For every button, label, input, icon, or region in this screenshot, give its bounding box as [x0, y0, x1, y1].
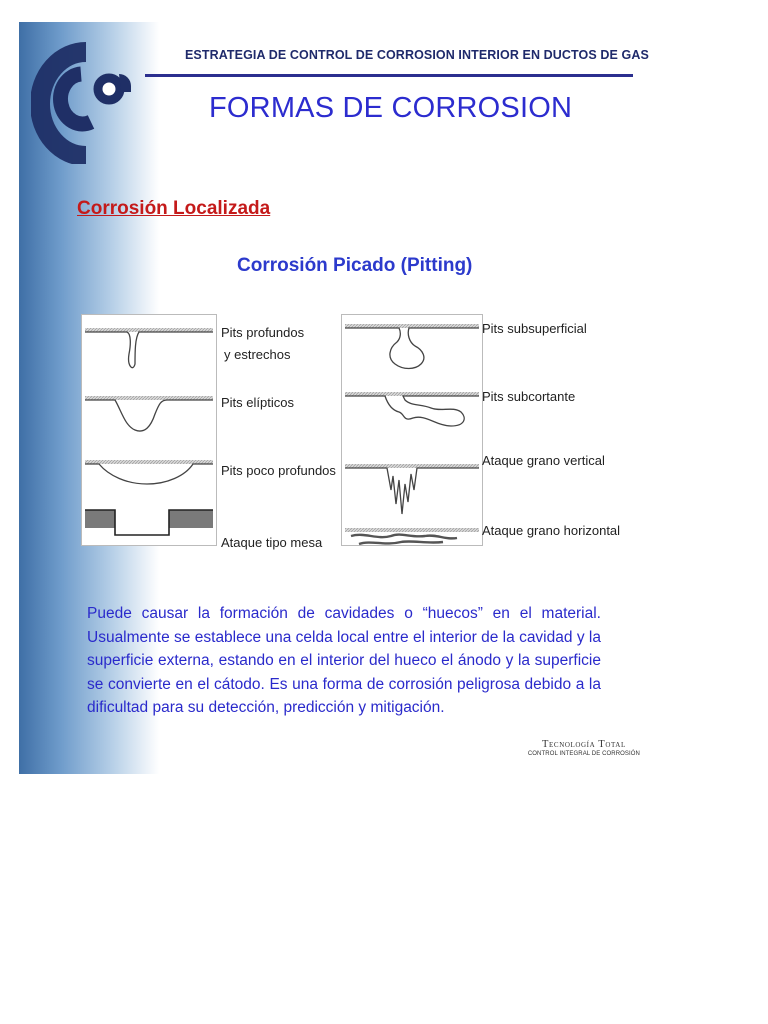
footer-brand-title: Tecnología Total: [542, 739, 626, 750]
label-ataque-grano-horizontal: Ataque grano horizontal: [482, 523, 621, 538]
footer-brand-subtitle: CONTROL INTEGRAL DE CORROSIÓN: [527, 751, 640, 757]
label-pits-subcortante: Pits subcortante: [482, 389, 576, 404]
pit-types-figure-right: [341, 314, 483, 546]
page-title: FORMAS DE CORROSION: [209, 92, 573, 124]
slide: [19, 22, 656, 774]
label-pits-elipticos: Pits elípticos: [221, 395, 294, 410]
header-title: ESTRATEGIA DE CONTROL DE CORROSION INTERIOR EN DUCTOS DE GAS: [185, 48, 649, 62]
label-ataque-tipo-mesa: Ataque tipo mesa: [221, 535, 323, 550]
header-divider: [145, 74, 633, 77]
label-y-estrechos: y estrechos: [224, 347, 291, 362]
body-paragraph: Puede causar la formación de cavidades o “huecos” en el material. Usualmente se establece una celda local entre el interior de la cavidad y la superficie externa, estando en el interior del hueco el ánodo y la superficie se convierte en el cátodo. Es una forma de corrosión peligrosa debido a la dificultad para su detección, predicción y mitigación.: [87, 605, 601, 716]
company-logo: [31, 34, 141, 164]
section-subheading: Corrosión Picado (Pitting): [237, 255, 473, 276]
section-heading: Corrosión Localizada: [77, 198, 271, 219]
label-pits-profundos: Pits profundos: [221, 325, 305, 340]
label-pits-poco-profundos: Pits poco profundos: [221, 463, 336, 478]
footer-brand: [528, 739, 640, 757]
pit-types-figure-left: [81, 314, 217, 546]
label-ataque-grano-vertical: Ataque grano vertical: [482, 453, 605, 468]
label-pits-subsuperficial: Pits subsuperficial: [482, 321, 587, 336]
